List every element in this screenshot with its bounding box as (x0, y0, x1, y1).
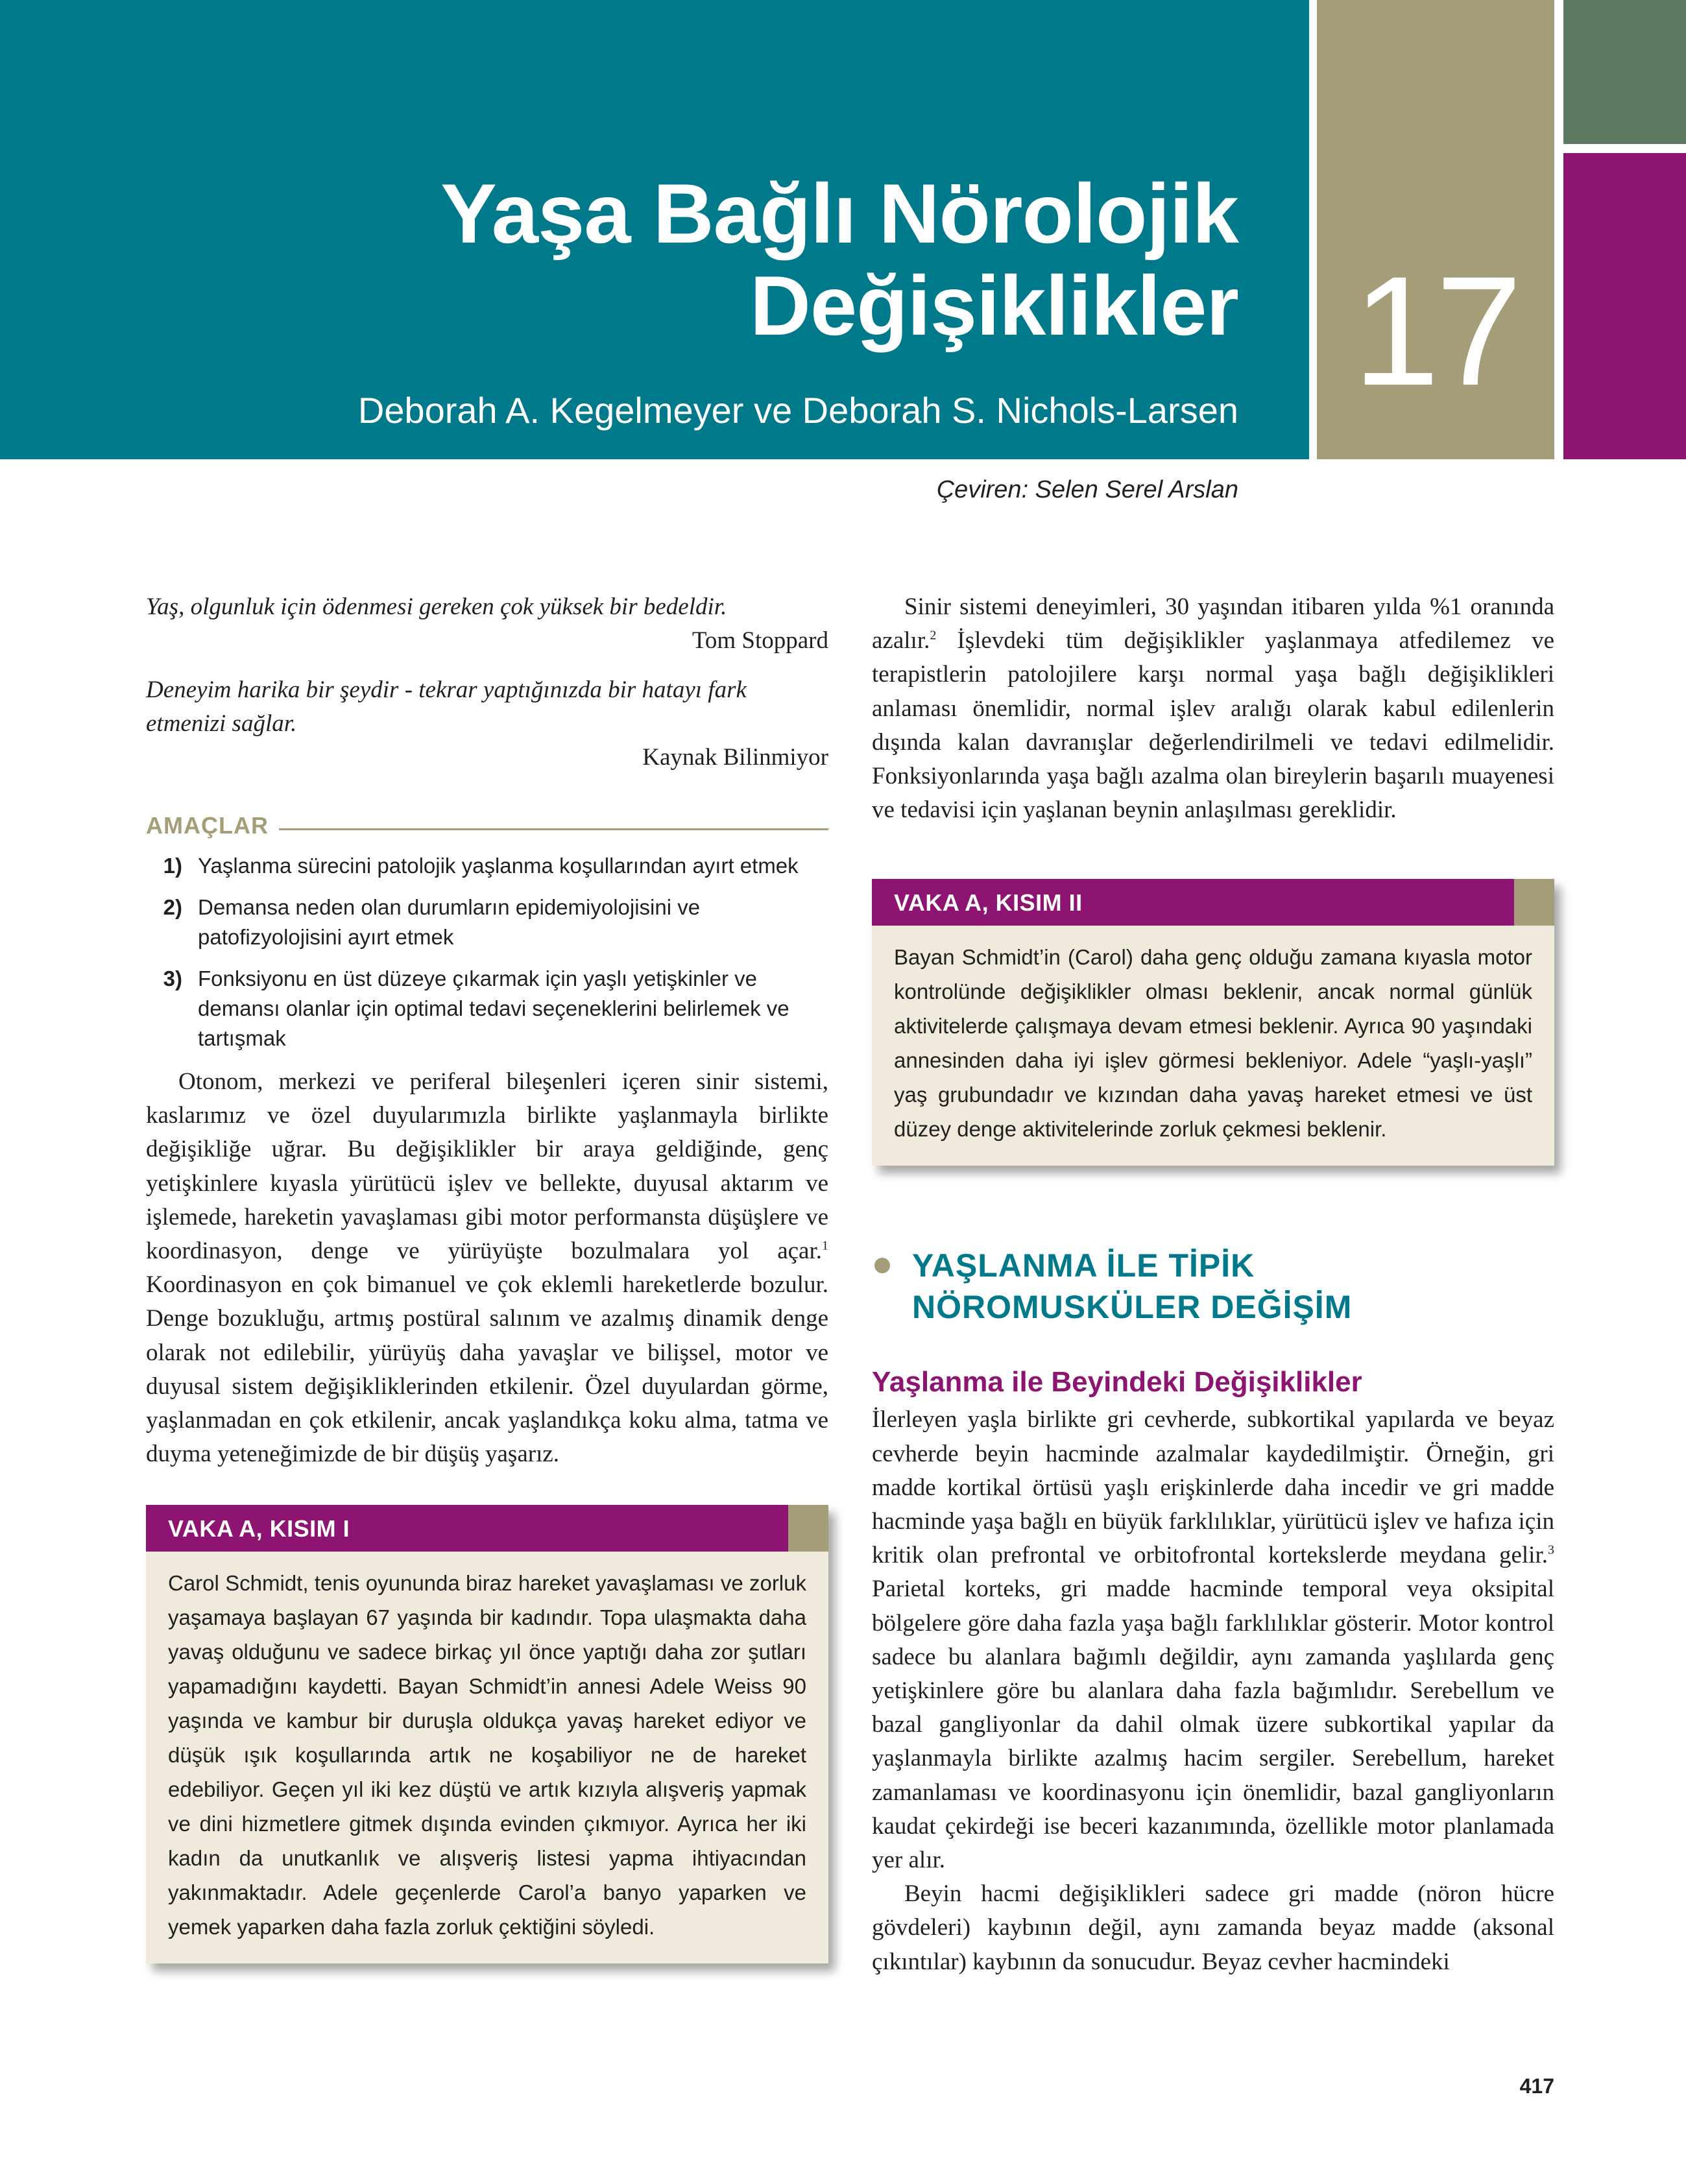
right-column (872, 590, 1554, 1979)
translator-credit: Çeviren: Selen Serel Arslan (936, 476, 1238, 503)
case-box-header (872, 879, 1554, 926)
case-box-body: Bayan Schmidt’in (Carol) daha genç olduğu zamana kıyasla motor kontrolünde değişiklikler olması beklenir, ancak normal günlük aktivitelerde çalışmaya devam etmesi beklenir. Ayrıca 90 yaşındaki annesinden daha iyi işlev görmesi bekleniyor. Adele “yaşlı-yaşlı” yaş grubundadır ve kızından daha yavaş hareket etmesi ve üst düzey denge aktivitelerinde zorluk çekmesi beklenir. (894, 945, 1532, 1142)
case-box-part2 (872, 879, 1554, 1166)
chapter-title (265, 167, 1238, 352)
section-paragraph-1 (872, 1403, 1554, 1877)
case-box-part1 (146, 1505, 828, 1963)
case-box-tab (788, 1505, 828, 1552)
chapter-number: 17 (1353, 244, 1519, 418)
section-paragraph-1-continued: Parietal korteks, gri madde hacminde temporal veya oksipital bölgelere göre daha fazla yaşa bağlı farklılıklar gösterir. Motor kontrol sadece bu alanlara bağımlı değildir, aynı zamanda yaşlılarda genç yetişkinlere göre bu alanlara daha fazla bağımlıdır. Serebellum ve bazal gangliyonlar da dahil olmak üzere subkortikal yapılar da yaşlanmayla birlikte azalmış hacim sergiler. Serebellum, hareket zamanlaması ve koordinasyonu için önemlidir, bazal gangliyonların kaudat çekirdeği ise beceri kazanımında, özellikle motor planlamada yer alır. (872, 1576, 1554, 1874)
right-intro-text: Sinir sistemi deneyimleri, 30 yaşından itibaren yılda %1 oranında azalır. (872, 594, 1554, 654)
objectives-list (146, 851, 828, 1053)
subsection-heading: Yaşlanma ile Beyindeki Değişiklikler (872, 1366, 1362, 1398)
chapter-authors: Deborah A. Kegelmeyer ve Deborah S. Nichols-Larsen (357, 390, 1238, 431)
objective-number: 3) (163, 966, 182, 990)
section-bullet-icon (874, 1258, 890, 1273)
objective-item (146, 964, 828, 1053)
intro-paragraph-text: Otonom, merkezi ve periferal bileşenleri içeren sinir sistemi, kaslarımız ve özel duyularımızla birlikte yaşlanmayla birlikte değişikliğe uğrar. Bu değişiklikler bir araya geldiğinde, genç yetişkinlere kıyasla yürütücü işlev ve bellekte, duyusal aktarım ve işlemede, hareketin yavaşlaması gibi motor performansta düşüşlere ve koordinasyon, denge ve yürüyüşte bozulmalara yol açar. (146, 1068, 828, 1265)
objectives-heading-label: AMAÇLAR (146, 812, 269, 839)
objective-number: 1) (163, 854, 182, 878)
right-intro-paragraph (872, 590, 1554, 827)
page-number: 417 (1519, 2074, 1554, 2098)
objective-text: Fonksiyonu en üst düzeye çıkarmak için yaşlı yetişkinler ve demansı olanlar için optimal tedavi seçeneklerini belirlemek ve tartışmak (198, 966, 789, 1050)
section-heading (872, 1245, 1554, 1328)
objective-item (146, 851, 828, 881)
reference-marker: 1 (822, 1238, 828, 1253)
case-box-header (146, 1505, 828, 1552)
section-paragraph-1-text: İlerleyen yaşla birlikte gri cevherde, subkortikal yapılarda ve beyaz cevherde beyin hacminde azalmalar kaydedilmiştir. Örneğin, gri madde kortikal örtüsü yaşlı erişkinlerde daha incedir ve gri madde hacminde yaşa bağlı en büyük farklılıklar, yürütücü işlev ve hafıza için kritik olan prefrontal ve orbitofrontal kortekslerde meydana gelir. (872, 1406, 1554, 1569)
epigraph-2-text: Deneyim harika bir şeydir - tekrar yaptığınızda bir hatayı fark etmenizi sağlar. (146, 677, 747, 737)
intro-paragraph-continued: Koordinasyon en çok bimanuel ve çok eklemli hareketlerde bozulur. Denge bozukluğu, artmış postüral salınım ve azalmış dinamik denge olarak not edilebilir, yürüyüş daha yavaşlar ve bilişsel, motor ve duyusal sistem değişikliklerinden etkilenir. Özel duyulardan görme, yaşlanmadan en çok etkilenir, ancak yaşlandıkça koku alma, tatma ve duyma yeteneğimizde de bir düşüş yaşarız. (146, 1271, 828, 1468)
objectives-rule (279, 828, 828, 830)
case-box-tab (1514, 879, 1554, 926)
header-purple-block (1563, 153, 1686, 459)
objective-number: 2) (163, 895, 182, 919)
reference-marker: 3 (1548, 1542, 1554, 1557)
reference-marker: 2 (930, 628, 937, 643)
epigraph-1-author: Tom Stoppard (692, 627, 828, 654)
objective-text: Yaşlanma sürecini patolojik yaşlanma koşullarından ayırt etmek (198, 854, 799, 878)
intro-paragraph (146, 1065, 828, 1471)
section-heading-line2: NÖROMUSKÜLER DEĞİŞİM (912, 1289, 1353, 1326)
case-box-label: VAKA A, KISIM I (168, 1515, 350, 1542)
right-intro-continued: İşlevdeki tüm değişiklikler yaşlanmaya atfedilemez ve terapistlerin patolojilere karşı normal yaşa bağlı değişiklikleri anlaması önemlidir, normal işlev aralığı olarak kabul edilenlerin dışında kalan davranışlar değerlendirilmeli ve tedavi edilmelidir. Fonksiyonlarında yaşa bağlı azalma olan bireylerin başarılı muayenesi ve tedavisi için yaşlanan beynin anlaşılması gereklidir. (872, 627, 1554, 824)
case-box-label: VAKA A, KISIM II (894, 889, 1083, 917)
objective-text: Demansa neden olan durumların epidemiyolojisini ve patofizyolojisini ayırt etmek (198, 895, 701, 949)
left-column (146, 590, 828, 1963)
chapter-title-line1: Yaşa Bağlı Nörolojik (440, 166, 1238, 261)
epigraph-1-text: Yaş, olgunluk için ödenmesi gereken çok yüksek bir bedeldir. (146, 594, 727, 620)
objectives-heading (146, 812, 828, 839)
objective-item (146, 893, 828, 952)
section-heading-line1: YAŞLANMA İLE TİPİK (912, 1247, 1255, 1284)
chapter-title-line2: Değişiklikler (750, 258, 1238, 353)
epigraph-2-author: Kaynak Bilinmiyor (642, 744, 828, 771)
case-box-body: Carol Schmidt, tenis oyununda biraz hareket yavaşlaması ve zorluk yaşamaya başlayan 67 yaşında bir kadındır. Topa ulaşmakta daha yavaş olduğunu ve sadece birkaç yıl önce yaptığı daha zor şutları yapamadığını kaydetti. Bayan Schmidt’in annesi Adele Weiss 90 yaşında ve kambur bir duruşla oldukça yavaş hareket ediyor ve düşük ışık koşullarında artık ne koşabiliyor ne de hareket edebiliyor. Geçen yıl iki kez düştü ve artık kızıyla alışveriş yapmak ve dini hizmetlere gitmek dışında evinden çıkmıyor. Ayrıca her iki kadın da unutkanlık ve alışveriş listesi yapma ihtiyacından yakınmaktadır. Adele geçenlerde Carol’a banyo yaparken ve yemek yaparken daha fazla zorluk çektiğini söyledi. (168, 1571, 806, 1939)
section-paragraph-2: Beyin hacmi değişiklikleri sadece gri madde (nöron hücre gövdeleri) kaybının değil, aynı zamanda beyaz madde (aksonal çıkıntılar) kaybının da sonucudur. Beyaz cevher hacmindeki (872, 1880, 1554, 1975)
header-green-block (1563, 0, 1686, 144)
